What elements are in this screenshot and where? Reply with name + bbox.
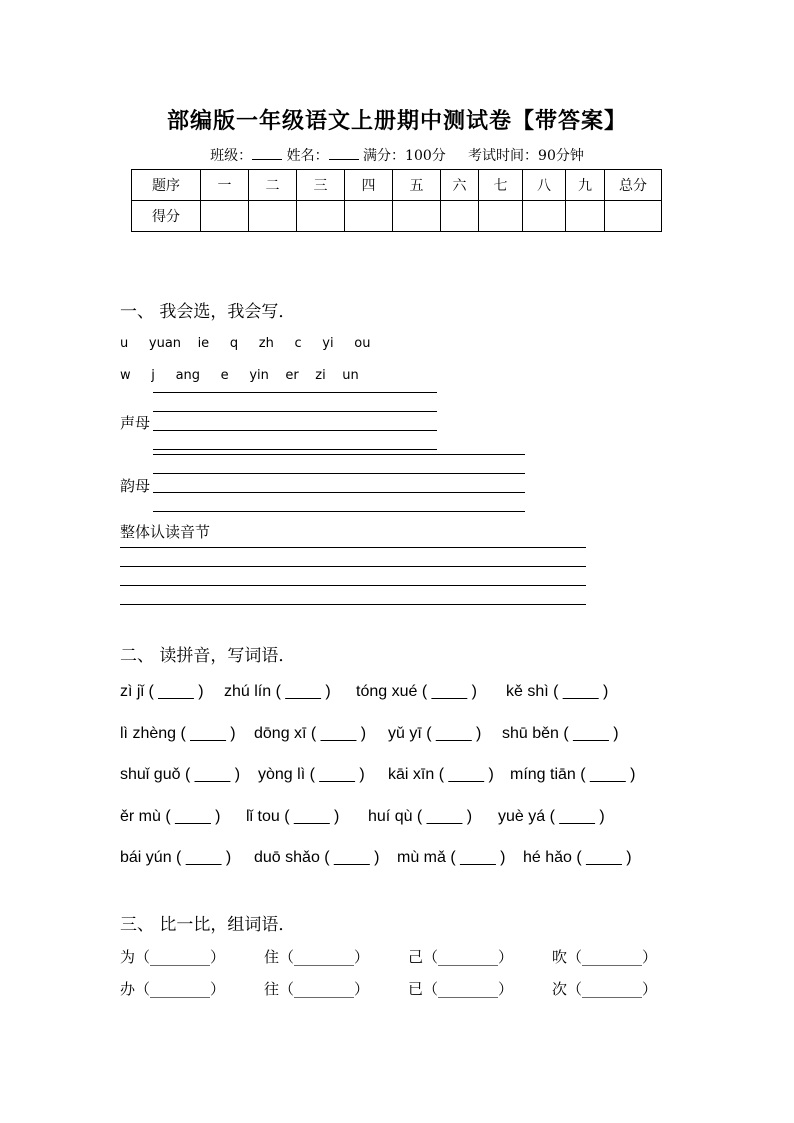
pinyin-word-item[interactable]: lì zhèng ( ____ ) (120, 725, 236, 742)
pinyin-word-item[interactable]: lǐ tou ( ____ ) (246, 808, 340, 825)
score-header-cell: 三 (297, 170, 345, 201)
section1-heading: 一、 我会选，我会写． (120, 302, 296, 322)
pinyin-word-row (120, 725, 619, 743)
pinyin-word-item[interactable]: dōng xī ( ____ ) (254, 725, 367, 742)
pinyin-word-item[interactable]: yuè yá ( ____ ) (498, 808, 605, 825)
score-header-cell: 总分 (605, 170, 662, 201)
score-cell[interactable] (393, 201, 441, 232)
pinyin-word-item[interactable]: mù mǎ ( ____ ) (397, 849, 506, 866)
answer-line[interactable] (153, 430, 437, 431)
page-title: 部编版一年级语文上册期中测试卷【带答案】 (166, 108, 627, 134)
answer-line[interactable] (153, 492, 525, 493)
pinyin-options-row1: u yuan ie q zh c yi ou (120, 336, 371, 351)
answer-line[interactable] (153, 392, 437, 393)
class-label: 班级： (210, 148, 253, 164)
compare-item[interactable]: 住（________） (264, 948, 370, 966)
score-header-cell: 九 (566, 170, 605, 201)
compare-row (120, 946, 657, 967)
pinyin-word-item[interactable]: shū běn ( ____ ) (502, 725, 619, 742)
answer-line[interactable] (120, 585, 586, 586)
pinyin-word-item[interactable]: duō shǎo ( ____ ) (254, 849, 380, 866)
score-cell[interactable] (479, 201, 523, 232)
score-header-cell: 四 (345, 170, 393, 201)
full-score: 满分：100分 (363, 148, 446, 164)
compare-item[interactable]: 办（________） (120, 980, 226, 998)
pinyin-word-item[interactable]: huí qù ( ____ ) (368, 808, 473, 825)
answer-line[interactable] (153, 473, 525, 474)
pinyin-word-row (120, 683, 608, 701)
answer-line[interactable] (153, 454, 525, 455)
score-header-cell: 题序 (132, 170, 201, 201)
pinyin-word-item[interactable]: ěr mù ( ____ ) (120, 808, 221, 825)
answer-line[interactable] (153, 449, 437, 450)
score-header-cell: 一 (201, 170, 249, 201)
score-cell[interactable] (523, 201, 566, 232)
score-table-header-row (132, 170, 662, 201)
score-cell[interactable] (345, 201, 393, 232)
compare-row (120, 978, 657, 999)
pinyin-word-row (120, 808, 605, 826)
answer-line[interactable] (153, 511, 525, 512)
compare-item[interactable]: 往（________） (264, 980, 370, 998)
answer-line[interactable] (153, 411, 437, 412)
name-label: 姓名： (286, 148, 329, 164)
pinyin-word-item[interactable]: zì jǐ ( ____ ) (120, 683, 204, 700)
pinyin-word-item[interactable]: tóng xué ( ____ ) (356, 683, 477, 700)
pinyin-word-item[interactable]: míng tiān ( ____ ) (510, 766, 636, 783)
score-cell[interactable] (441, 201, 479, 232)
compare-item[interactable]: 吹（________） (552, 948, 658, 966)
student-info-line (0, 145, 794, 165)
pinyin-word-item[interactable]: kāi xīn ( ____ ) (388, 766, 494, 783)
class-blank[interactable] (252, 147, 282, 160)
finals-label: 韵母 (120, 477, 151, 495)
score-header-cell: 二 (249, 170, 297, 201)
section3-heading: 三、 比一比，组词语． (120, 915, 296, 935)
pinyin-options-row2: w j ang e yin er zi un (120, 368, 359, 383)
pinyin-word-item[interactable]: hé hǎo ( ____ ) (523, 849, 632, 866)
exam-time: 考试时间：90分钟 (468, 148, 584, 164)
score-header-cell: 五 (393, 170, 441, 201)
score-cell[interactable] (566, 201, 605, 232)
pinyin-word-item[interactable]: kě shì ( ____ ) (506, 683, 609, 700)
pinyin-word-item[interactable]: bái yún ( ____ ) (120, 849, 232, 866)
score-cell[interactable] (249, 201, 297, 232)
compare-item[interactable]: 己（________） (408, 948, 514, 966)
pinyin-word-item[interactable]: zhú lín ( ____ ) (224, 683, 331, 700)
compare-item[interactable]: 次（________） (552, 980, 658, 998)
score-cell[interactable] (201, 201, 249, 232)
score-row-label: 得分 (132, 201, 201, 232)
answer-line[interactable] (120, 547, 586, 548)
compare-item[interactable]: 已（________） (408, 980, 514, 998)
name-blank[interactable] (329, 147, 359, 160)
score-header-cell: 七 (479, 170, 523, 201)
pinyin-word-row (120, 849, 632, 867)
pinyin-word-item[interactable]: yòng lì ( ____ ) (258, 766, 365, 783)
pinyin-word-item[interactable]: shuǐ guǒ ( ____ ) (120, 766, 241, 783)
score-header-cell: 八 (523, 170, 566, 201)
score-table-score-row (132, 201, 662, 232)
pinyin-word-row (120, 766, 635, 784)
score-cell[interactable] (605, 201, 662, 232)
score-header-cell: 六 (441, 170, 479, 201)
score-cell[interactable] (297, 201, 345, 232)
answer-line[interactable] (120, 604, 586, 605)
initials-label: 声母 (120, 414, 151, 432)
score-table (131, 169, 662, 232)
compare-item[interactable]: 为（________） (120, 948, 226, 966)
pinyin-word-item[interactable]: yǔ yī ( ____ ) (388, 725, 482, 742)
section2-heading: 二、 读拼音，写词语． (120, 646, 296, 666)
whole-syllables-label: 整体认读音节 (120, 523, 211, 541)
answer-line[interactable] (120, 566, 586, 567)
